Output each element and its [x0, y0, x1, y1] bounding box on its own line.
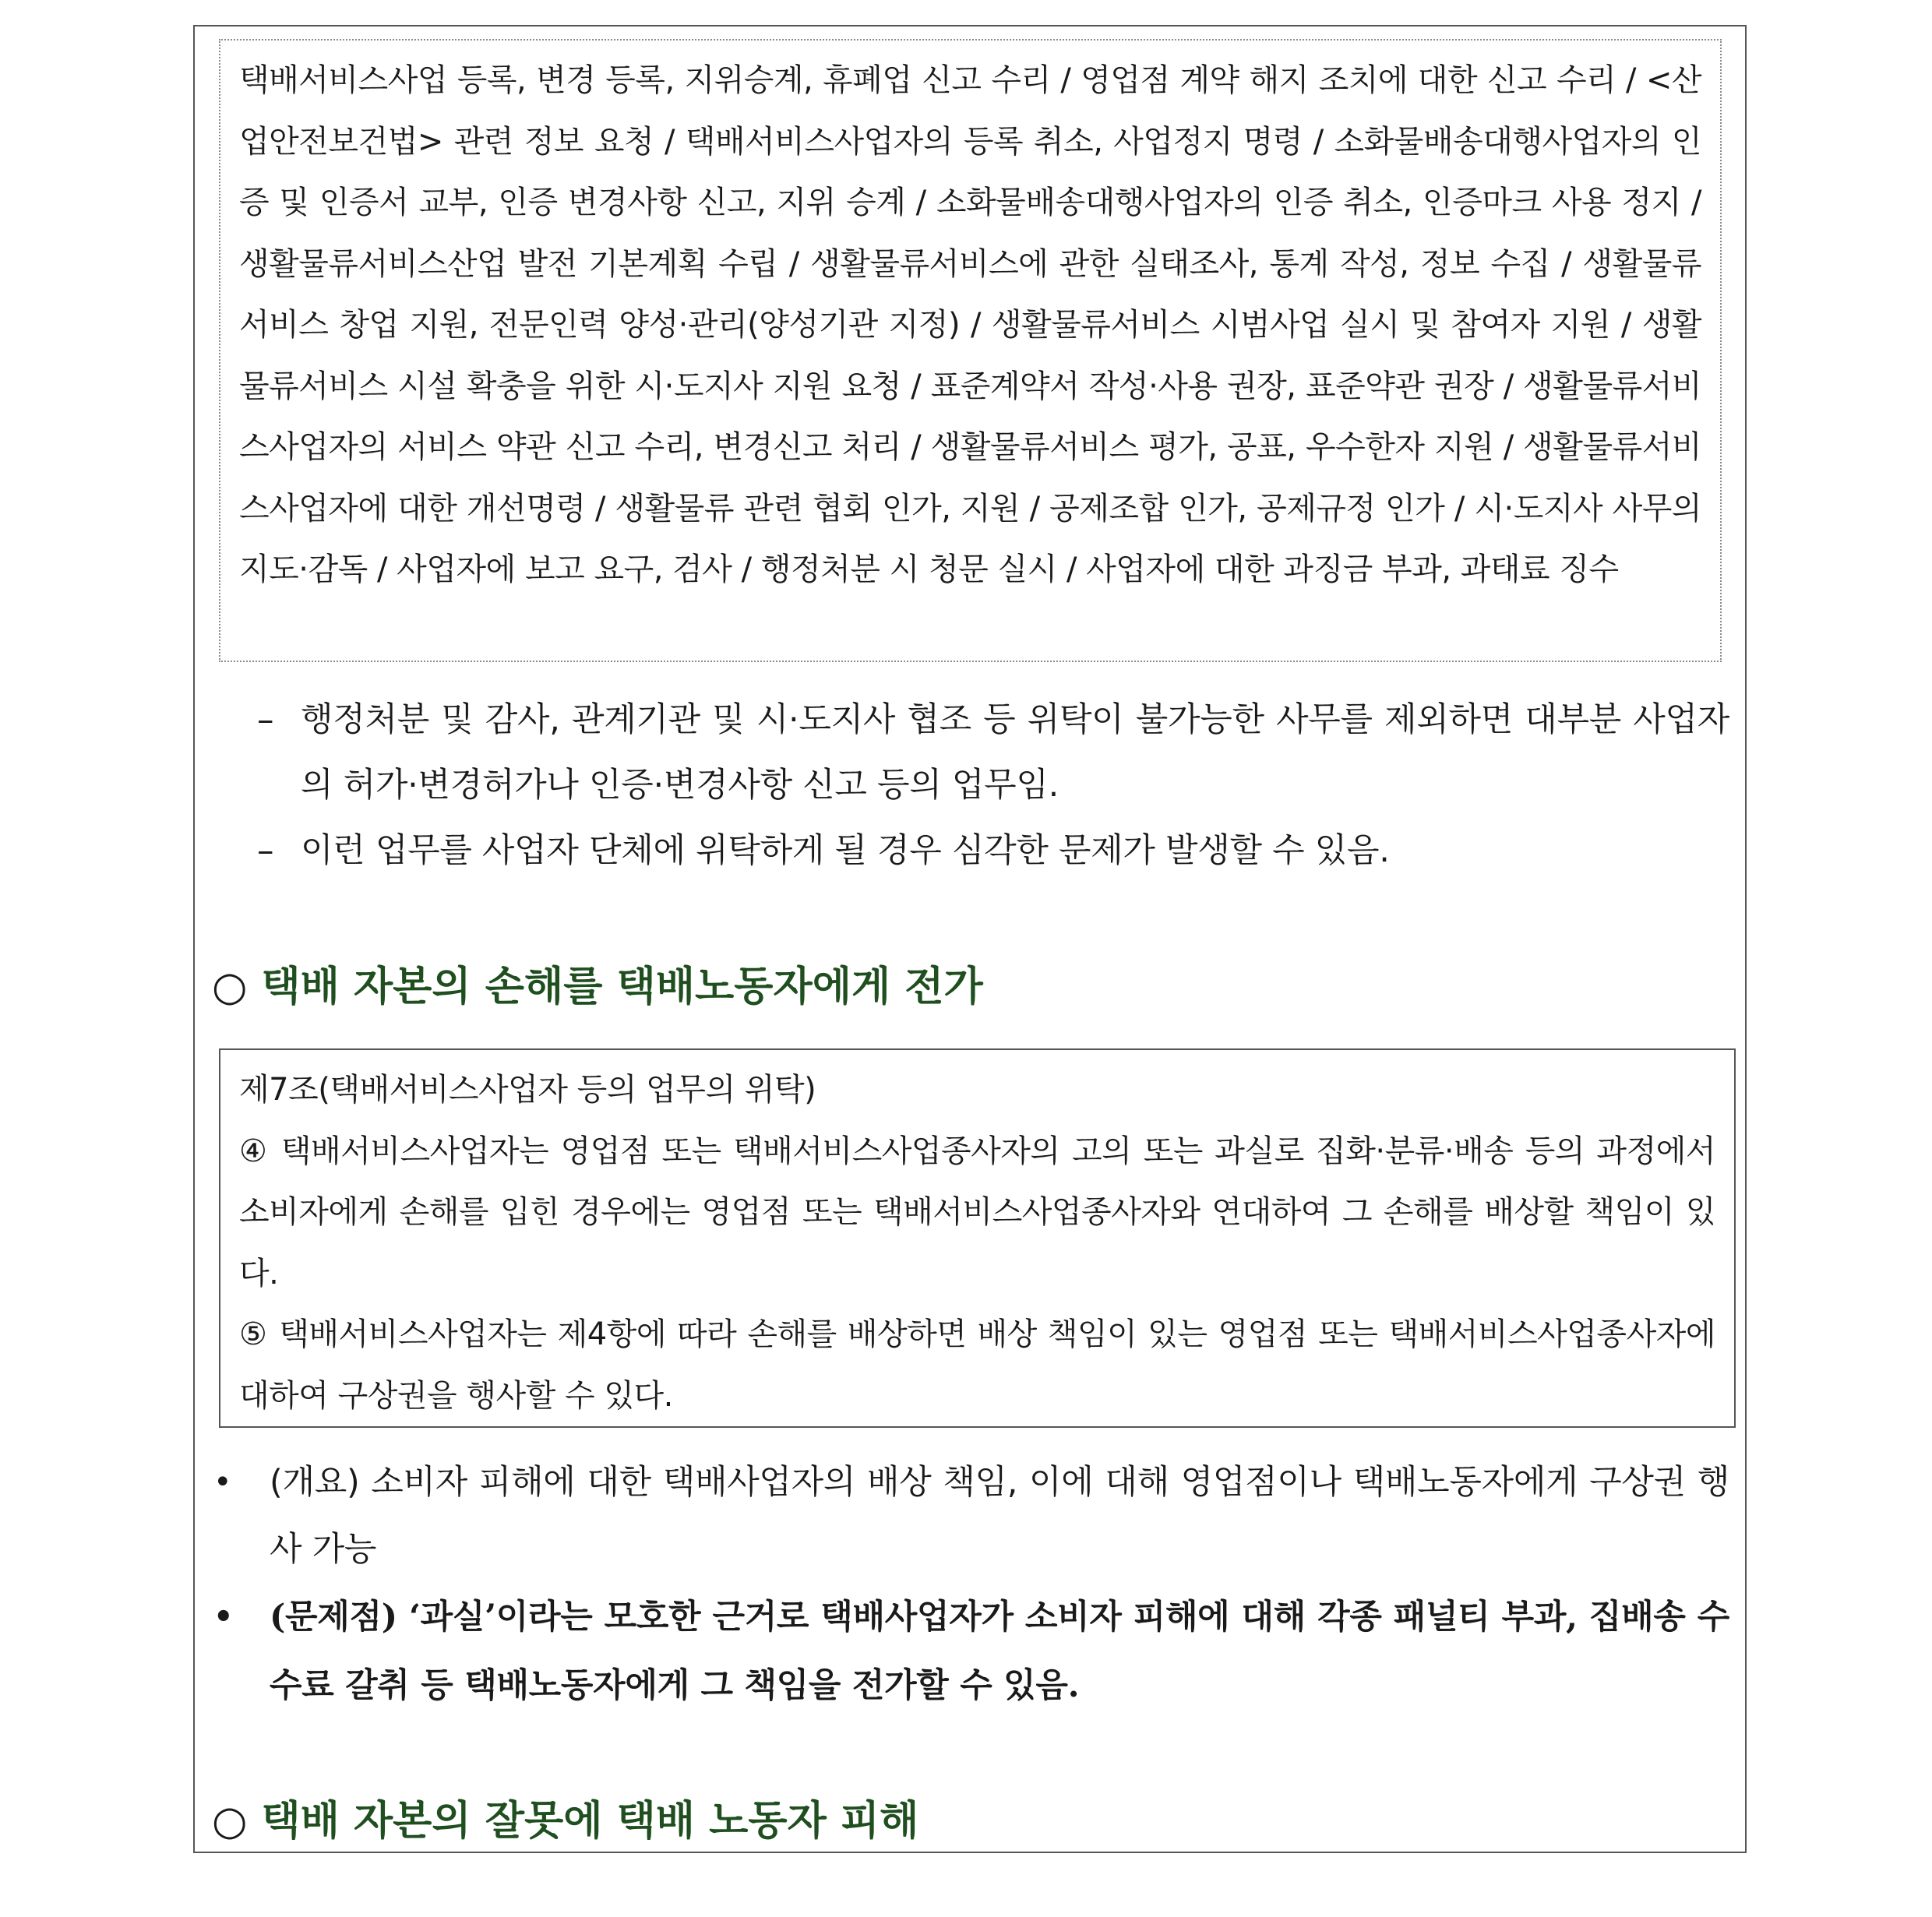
dash-marker: – — [257, 831, 274, 870]
article-box — [219, 1048, 1736, 1428]
article-title: 제7조(택배서비스사업자 등의 업무의 위탁) — [239, 1072, 816, 1108]
section-heading-2 — [212, 1794, 918, 1848]
dash-item-text: 행정처분 및 감사, 관계기관 및 시·도지사 협조 등 위탁이 불가능한 사무를 제외하면 대부분 사업자의 허가·변경허가나 인증·변경사항 신고 등의 업무임. — [301, 700, 1729, 805]
bullet-dot-icon: • — [213, 1464, 232, 1500]
article-paragraph-5: ⑤ 택배서비스사업자는 제4항에 따라 손해를 배상하면 배상 책임이 있는 영업점 또는 택배서비스사업종사자에 대하여 구상권을 행사할 수 있다. — [239, 1316, 1715, 1414]
section-heading-1 — [212, 960, 983, 1014]
circle-bullet-icon: ○ — [212, 964, 248, 1010]
bullet-list — [212, 1449, 1729, 1720]
section-heading-2-text: 택배 자본의 잘못에 택배 노동자 피해 — [261, 1798, 919, 1845]
bullet-item-overview — [212, 1449, 1729, 1583]
dash-item — [257, 818, 1729, 883]
dash-item-text: 이런 업무를 사업자 단체에 위탁하게 될 경우 심각한 문제가 발생할 수 있음. — [301, 831, 1390, 870]
bullet-item-text: (문제점) ‘과실’이라는 모호한 근거로 택배사업자가 소비자 피해에 대해 각종 패널티 부과, 집배송 수수료 갈취 등 택배노동자에게 그 책임을 전가할 수 있음. — [270, 1598, 1729, 1705]
delegated-duties-text: 택배서비스사업 등록, 변경 등록, 지위승계, 휴폐업 신고 수리 / 영업점 계약 해지 조치에 대한 신고 수리 / <산업안전보건법> 관련 정보 요청 / 택배서비스사업자의 등록 취소, 사업정지 명령 / 소화물배송대행사업자의 인증 및 인증서 교부, 인증 변경사항 신고, 지위 승계 / 소화물배송대행사업자의 인증 취소, 인증마크 사용 정지 / 생활물류서비스산업 발전 기본계획 수립 / 생활물류서비스에 관한 실태조사, 통계 작성, 정보 수집 / 생활물류서비스 창업 지원, 전문인력 양성·관리(양성기관 지정) / 생활물류서비스 시범사업 실시 및 참여자 지원 / 생활물류서비스 시설 확충을 위한 시·도지사 지원 요청 / 표준계약서 작성·사용 권장, 표준약관 권장 / 생활물류서비스사업자의 서비스 약관 신고 수리, 변경신고 처리 / 생활물류서비스 평가, 공표, 우수한자 지원 / 생활물류서비스사업자에 대한 개선명령 / 생활물류 관련 협회 인가, 지원 / 공제조합 인가, 공제규정 인가 / 시·도지사 사무의 지도·감독 / 사업자에 보고 요구, 검사 / 행정처분 시 청문 실시 / 사업자에 대한 과징금 부과, 과태료 징수 — [239, 62, 1701, 587]
article-paragraph-4: ④ 택배서비스사업자는 영업점 또는 택배서비스사업종사자의 고의 또는 과실로 집화·분류·배송 등의 과정에서 소비자에게 손해를 입힌 경우에는 영업점 또는 택배서비스사업종사자와 연대하여 그 손해를 배상할 책임이 있다. — [239, 1133, 1715, 1292]
dash-marker: – — [257, 700, 274, 739]
delegated-duties-box — [219, 39, 1722, 662]
dash-item — [257, 687, 1729, 818]
section-heading-1-text: 택배 자본의 손해를 택배노동자에게 전가 — [261, 964, 983, 1010]
circle-bullet-icon: ○ — [212, 1798, 248, 1845]
bullet-item-text: (개요) 소비자 피해에 대한 택배사업자의 배상 책임, 이에 대해 영업점이나 택배노동자에게 구상권 행사 가능 — [270, 1463, 1729, 1569]
bullet-dot-icon: • — [213, 1598, 234, 1635]
bullet-item-problem — [212, 1583, 1729, 1720]
dash-list — [257, 687, 1729, 883]
